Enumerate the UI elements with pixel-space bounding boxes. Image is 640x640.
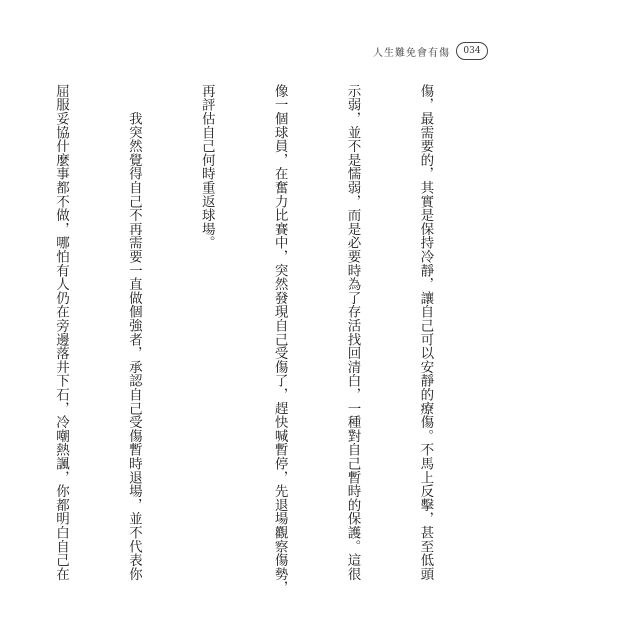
text-column: 示弱，並不是懦弱，而是必要時為了存活找回清白，一種對自己暫時的保護。這很 <box>344 84 361 581</box>
text-column: 我突然覺得自己不再需要一直做個強者，承認自己受傷暫時退場，並不代表你 <box>125 84 142 581</box>
page-number: 034 <box>456 42 488 60</box>
text-column: 再評估自己何時重返球場。 <box>198 84 215 250</box>
text-column: 傷，最需要的，其實是保持冷靜，讓自己可以安靜的療傷。不馬上反擊，甚至低頭 <box>417 84 434 581</box>
text-column: 屈服妥協什麼事都不做，哪怕有人仍在旁邊落井下石，冷嘲熱諷，你都明白自己在 <box>52 84 69 581</box>
running-header <box>373 40 488 62</box>
vertical-body-text <box>52 84 486 596</box>
book-title: 人生難免會有傷 <box>373 47 450 59</box>
text-column: 像一個球員，在奮力比賽中，突然發現自己受傷了，趕快喊暫停，先退場觀察傷勢， <box>271 84 288 595</box>
